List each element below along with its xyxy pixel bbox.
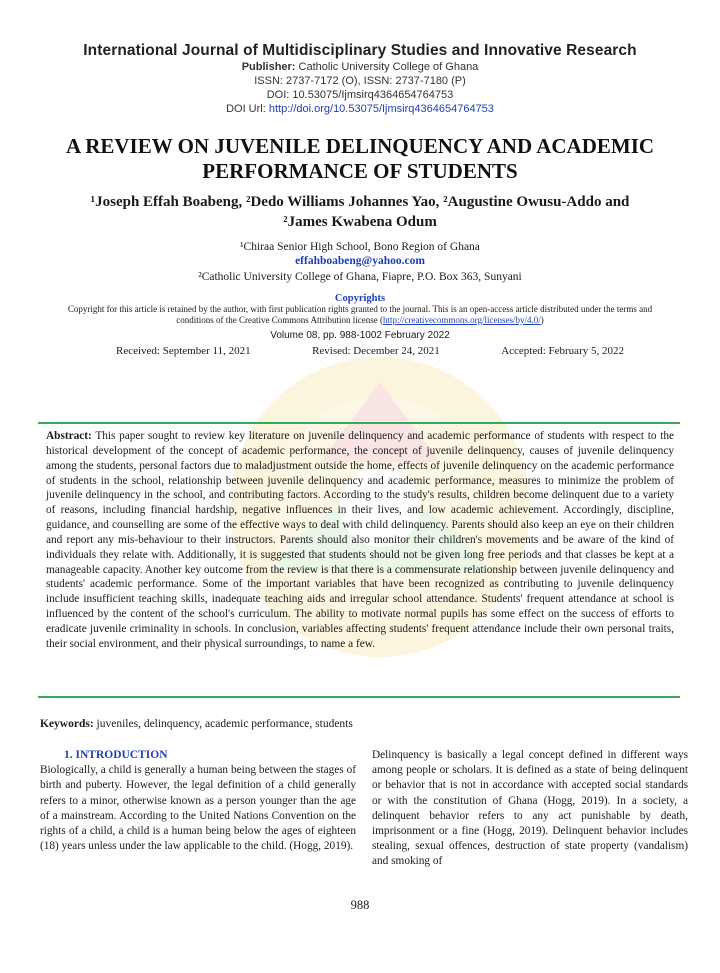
copyright-text-end: ) [540, 315, 544, 325]
journal-header [0, 42, 720, 116]
authors-line-2: ²James Kwabena Odum [283, 214, 437, 230]
authors-line-1: ¹Joseph Effah Boabeng, ²Dedo Williams Johannes Yao, ²Augustine Owusu-Addo and [90, 194, 630, 210]
publisher-line [0, 60, 720, 74]
volume-info: Volume 08, pp. 988-1002 February 2022 [270, 330, 450, 341]
publisher-label: Publisher: [241, 61, 296, 73]
abstract-label: Abstract: [46, 430, 92, 442]
copyright-notice [50, 304, 670, 326]
doi-url-line [0, 102, 720, 116]
introduction-right-text: Delinquency is basically a legal concept defined in different ways among people or scholars. It is defined as a state of being delinquent or behavior that is not in accordance with accepted social standards or with the constitution of Ghana (Hogg, 2019). In a society, a delinquent behavior refers to any act punishable by death, imprisonment or a fine (Hogg, 2019). Delinquent behavior includes stealing, sexual offences, destruction of state property (vandalism) and smoking of [372, 749, 688, 868]
abstract-section [38, 422, 680, 698]
column-left [40, 748, 356, 854]
received-date: Received: September 11, 2021 [116, 345, 251, 357]
copyright-text: Copyright for this article is retained by the author, with first publication rights granted to the journal. This is an open-access article distributed under the terms and conditions of the Creative Commons Attribution license ( [67, 304, 653, 325]
column-right [372, 748, 688, 870]
abstract-text: This paper sought to review key literature on juvenile delinquency and academic performance of students with respect to the historical development of the concept of academic performance, the concept of juvenile delinquency, causes of juvenile delinquency among the students, personal factors due to maladjustment outside the home, effects of juvenile delinquency on the academic performance of students in the school, relationship between juvenile delinquency and academic performance, measures to minimize the problem of juvenile delinquency in the school, and contributing factors. According to the study's results, children become delinquent due to a variety of reasons, including financial hardship, negative influences in their lives, and low academic achievement. Accordingly, discipline, guidance, and counselling are some of the effective ways to deal with child delinquency. Parents should also keep an eye on their children and report any mis-behaviour to their instructors. Parents should also monitor their children's movements and be aware of the kind of individuals they relate with. Additionally, it is suggested that students should not be given long free periods and that classes be kept at a manageable capacity. Another key outcome from the review is that there is a commensurate relationship between juvenile delinquency and students' academic performance. Some of the important variables that have been recognized as contributing to juvenile delinquency include insufficient teaching skills, inadequate teaching aids and irregular school attendance. Students' frequent attendance at school is influenced by the content of the school's curriculum. The ability to motivate normal pupils has some effect on the success of efforts to eradicate juvenile criminality in schools. In conclusion, variables affecting students' frequent attendance include their own personal traits, their social environment, and their physical surroundings, to name a few. [46, 430, 675, 650]
affiliation-1: ¹Chiraa Senior High School, Bono Region of Ghana [240, 241, 480, 253]
keywords-text: juveniles, delinquency, academic performance, students [93, 718, 353, 730]
page-number: 988 [350, 898, 370, 912]
doi-url-link[interactable]: http://doi.org/10.53075/Ijmsirq4364654764753 [268, 103, 494, 115]
doi-url-label: DOI Url: [226, 103, 266, 115]
article-title: A REVIEW ON JUVENILE DELINQUENCY AND ACADEMIC PERFORMANCE OF STUDENTS [65, 134, 655, 183]
copyrights-heading: Copyrights [334, 293, 386, 304]
author-email[interactable]: effahboabeng@yahoo.com [295, 255, 425, 267]
doi-line: DOI: 10.53075/Ijmsirq4364654764753 [266, 89, 454, 101]
affiliation-2: ²Catholic University College of Ghana, Fiapre, P.O. Box 363, Sunyani [198, 271, 522, 283]
keywords-label: Keywords: [40, 718, 94, 730]
introduction-heading: 1. INTRODUCTION [64, 749, 168, 761]
license-link[interactable]: http://creativecommons.org/licenses/by/4.0/ [382, 315, 541, 325]
abstract-paragraph [46, 429, 674, 652]
keywords-line [40, 718, 353, 730]
article-dates [116, 345, 624, 357]
revised-date: Revised: December 24, 2021 [312, 345, 440, 357]
issn-line: ISSN: 2737-7172 (O), ISSN: 2737-7180 (P) [254, 75, 466, 87]
publisher-value: Catholic University College of Ghana [298, 61, 479, 73]
accepted-date: Accepted: February 5, 2022 [501, 345, 624, 357]
journal-title: International Journal of Multidisciplinary Studies and Innovative Research [83, 42, 637, 59]
introduction-left-text: Biologically, a child is generally a human being between the stages of birth and puberty. However, the legal definition of a child generally refers to a minor, otherwise known as a person younger than the age of a mainstream. According to the United Nations Convention on the rights of a child, a child is a human being below the ages of eighteen (18) years unless under the law applicable to the child. (Hogg, 2019). [40, 764, 356, 853]
